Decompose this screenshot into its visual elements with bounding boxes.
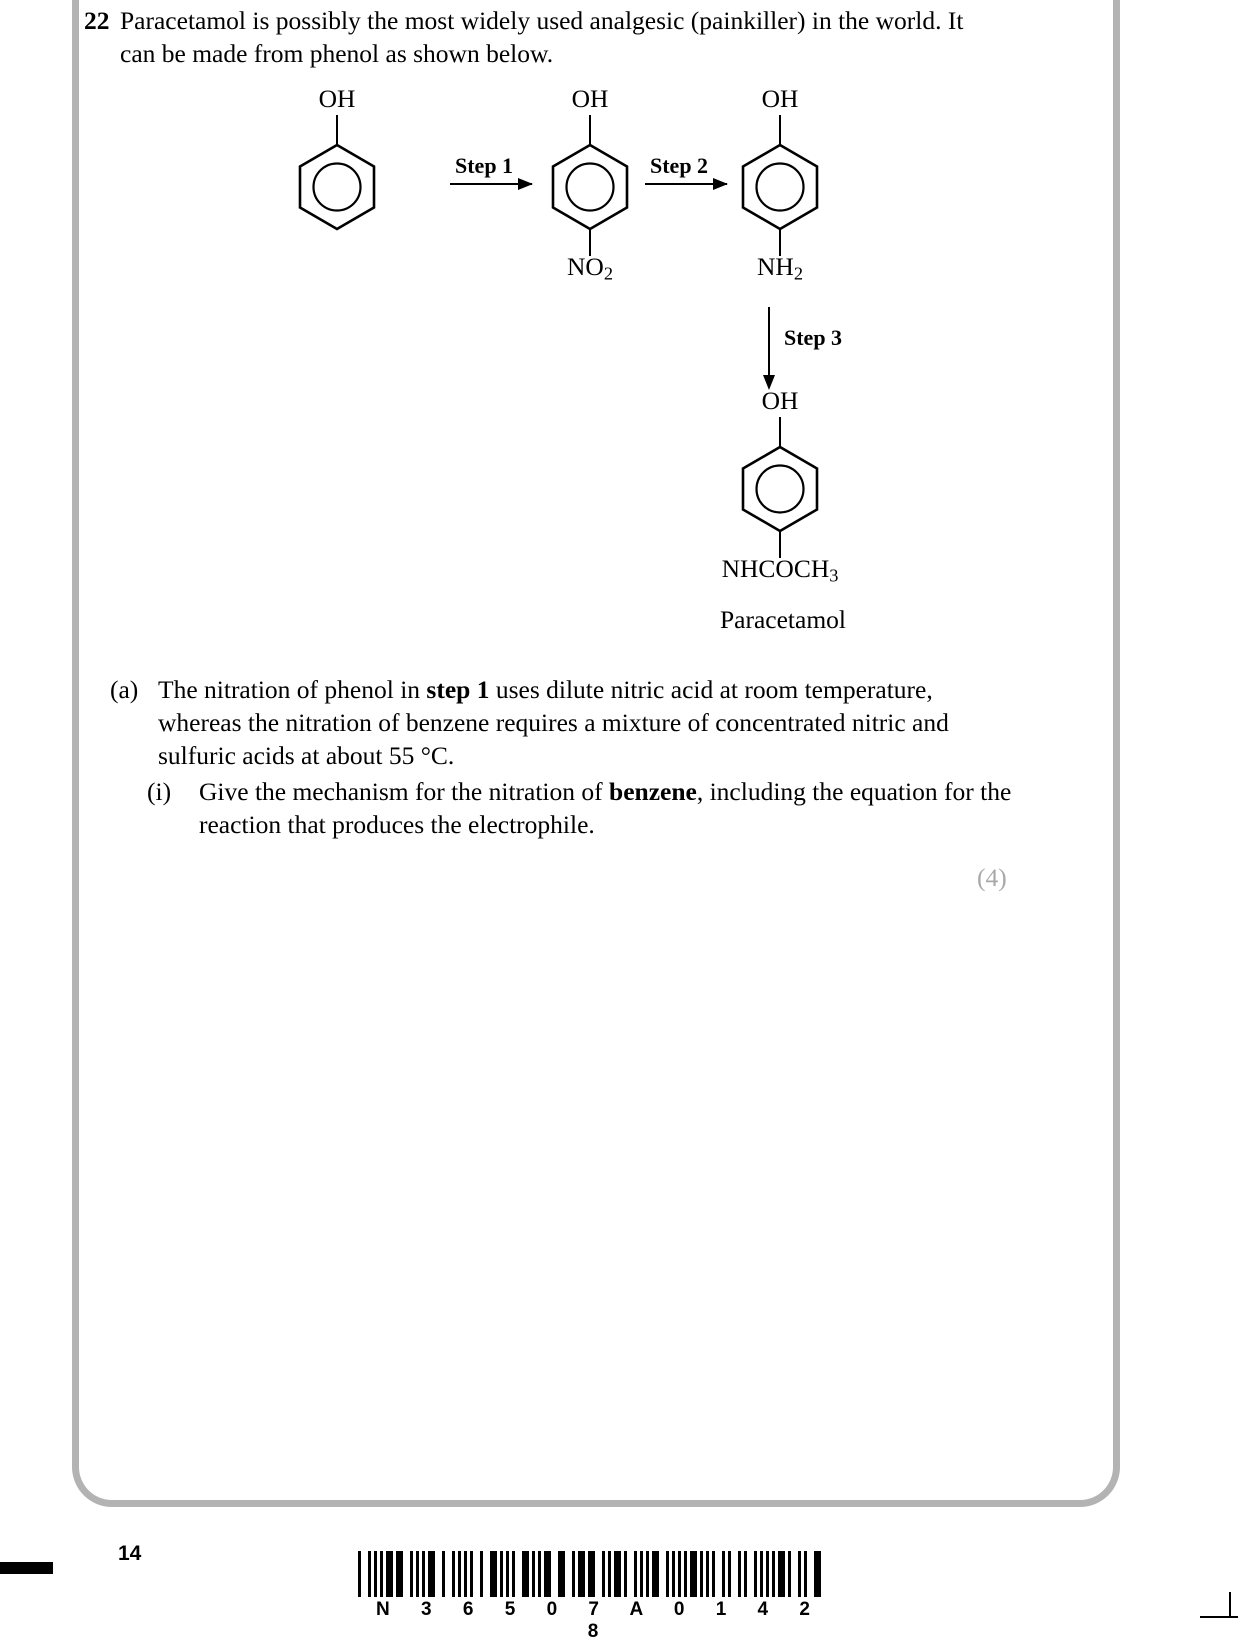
corner-registration-mark-vertical <box>1229 1592 1231 1618</box>
page-content <box>72 0 1120 1500</box>
barcode-block <box>358 1551 828 1643</box>
part-a-i-text: Give the mechanism for the nitration of benzene, including the equation for the reaction that produces the electrophile. <box>199 777 1012 839</box>
phenol-oh-label: OH <box>318 84 356 113</box>
barcode-space <box>565 1551 572 1597</box>
barcode-space <box>435 1551 442 1597</box>
question-part-a-i <box>147 775 1012 841</box>
barcode-space <box>595 1551 602 1597</box>
barcode-space <box>483 1551 490 1597</box>
barcode-space <box>473 1551 480 1597</box>
step-3-arrow <box>768 307 770 377</box>
marks-allocation-a-i: (4) <box>977 863 1007 892</box>
barcode-bar <box>544 1551 551 1597</box>
barcode-bar <box>690 1551 697 1597</box>
registration-black-bar <box>0 1562 53 1574</box>
barcode-space <box>731 1551 738 1597</box>
barcode-bar <box>588 1551 595 1597</box>
aminophenol-benzene-ring <box>741 143 819 231</box>
paracetamol-oh-label: OH <box>761 386 799 415</box>
part-a-marker: (a) <box>110 675 139 704</box>
step-3-label: Step 3 <box>784 325 843 350</box>
nitrophenol-bond-to-oh <box>589 115 591 145</box>
barcode-bar <box>578 1551 585 1597</box>
barcode-space <box>715 1551 722 1597</box>
barcode-bar <box>558 1551 565 1597</box>
barcode-space <box>515 1551 522 1597</box>
aminophenol-oh-label: OH <box>761 84 799 113</box>
paracetamol-nhcoch3-label: $NHCOCH_3$ <box>721 554 839 586</box>
barcode-space <box>659 1551 666 1597</box>
barcode-space <box>445 1551 452 1597</box>
part-a-text: The nitration of phenol in step 1 uses dilute nitric acid at room temperature, whereas the nitration of benzene requires a mixture of concentrated nitric and sulfuric acids at about 55 °C. <box>158 675 949 770</box>
barcode-space <box>361 1551 368 1597</box>
phenol-benzene-ring <box>298 143 376 231</box>
barcode-bar <box>652 1551 659 1597</box>
nitrophenol-benzene-ring <box>551 143 629 231</box>
question-stem-text: Paracetamol is possibly the most widely used analgesic (painkiller) in the world. It can be made from phenol as shown below. <box>120 6 964 68</box>
question-stem-block <box>84 4 1004 70</box>
aminophenol-bond-to-oh <box>779 115 781 145</box>
nitrophenol-oh-label: OH <box>571 84 609 113</box>
aminophenol-nh2-label: $NH_2$ <box>756 252 804 284</box>
step-2-label: Step 2 <box>650 153 709 178</box>
barcode-bar <box>614 1551 621 1597</box>
barcode-bar <box>428 1551 435 1597</box>
barcode-bar <box>490 1551 497 1597</box>
barcode-bar <box>396 1551 403 1597</box>
paracetamol-bond-to-oh <box>779 417 781 447</box>
part-a-i-marker: (i) <box>147 777 172 806</box>
step-1-arrow <box>450 183 532 185</box>
step-1-label: Step 1 <box>455 153 514 178</box>
barcode-space <box>403 1551 410 1597</box>
corner-registration-mark-horizontal <box>1200 1616 1238 1618</box>
barcode-space <box>807 1551 814 1597</box>
reaction-scheme <box>72 85 1120 645</box>
paracetamol-benzene-ring <box>741 445 819 533</box>
nitrophenol-no2-label: $NO_2$ <box>566 252 614 284</box>
barcode-space <box>551 1551 558 1597</box>
barcode-bar <box>778 1551 785 1597</box>
barcode-space <box>791 1551 798 1597</box>
barcode-bar <box>814 1551 821 1597</box>
step-2-arrow <box>645 183 727 185</box>
barcode-text: N 3 6 5 0 7 A 0 1 4 2 8 <box>376 1599 823 1642</box>
phenol-bond-to-oh <box>336 115 338 145</box>
part-a-i-bold-benzene: benzene <box>609 777 697 806</box>
question-part-a <box>110 673 1012 772</box>
barcode-bar <box>386 1551 393 1597</box>
page-number: 14 <box>118 1542 142 1565</box>
barcode-bars <box>358 1551 828 1597</box>
answer-writing-space[interactable] <box>110 910 1070 1470</box>
part-a-bold-step1: step 1 <box>426 675 490 704</box>
barcode-bar <box>522 1551 529 1597</box>
paracetamol-caption: Paracetamol <box>719 605 847 634</box>
question-number: 22 <box>84 6 110 35</box>
barcode-space <box>627 1551 634 1597</box>
barcode-space <box>747 1551 754 1597</box>
